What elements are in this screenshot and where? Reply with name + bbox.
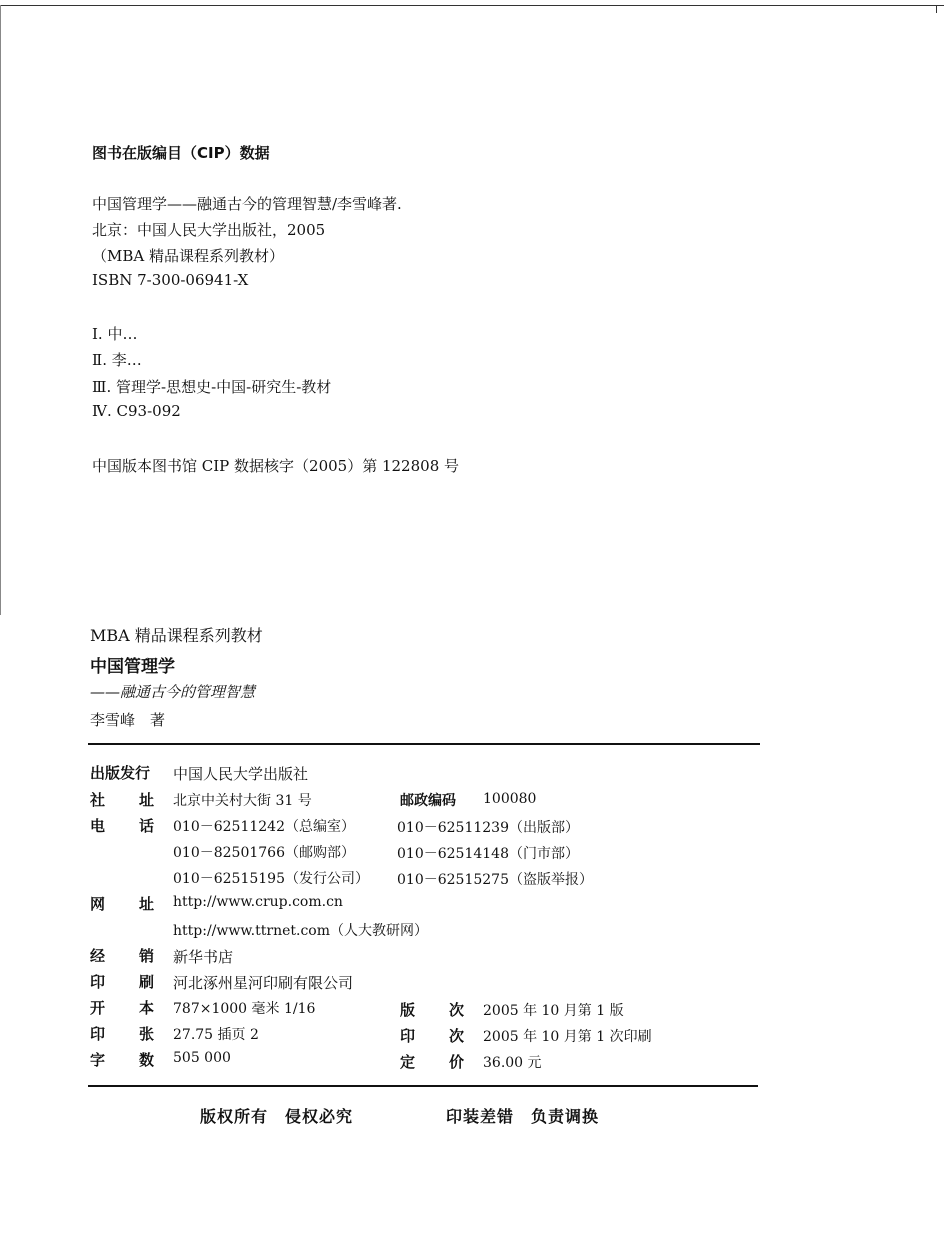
- phone-label-a: 电: [90, 817, 106, 835]
- defect-exchange-notice: 印装差错 负责调换: [446, 1107, 600, 1126]
- cip-title-line: 中国管理学——融通古今的管理智慧/李雪峰著.: [92, 195, 402, 213]
- phone-1: 010－62511242（总编室）: [173, 819, 355, 835]
- cip-class-4: Ⅳ. C93-092: [92, 402, 181, 420]
- publisher-label: 出版发行: [90, 764, 151, 782]
- phone-3: 010－82501766（邮购部）: [173, 845, 355, 861]
- web-label-a: 网: [90, 895, 106, 913]
- postcode-value: 100080: [483, 791, 537, 807]
- cip-class-2: Ⅱ. 李…: [92, 351, 142, 369]
- left-border-line: [0, 5, 1, 615]
- impression-label-a: 印: [400, 1027, 416, 1045]
- sheets-value: 27.75 插页 2: [173, 1027, 259, 1043]
- cip-class-3: Ⅲ. 管理学-思想史-中国-研究生-教材: [92, 378, 332, 396]
- address-value: 北京中关村大街 31 号: [173, 793, 312, 809]
- phone-4: 010－62514148（门市部）: [397, 846, 579, 862]
- words-value: 505 000: [173, 1050, 231, 1066]
- price-value: 36.00 元: [483, 1055, 542, 1071]
- edition-value: 2005 年 10 月第 1 版: [483, 1003, 624, 1019]
- book-author: 李雪峰 著: [90, 711, 166, 729]
- publisher-value: 中国人民大学出版社: [173, 765, 309, 783]
- cip-series-line: （MBA 精品课程系列教材）: [92, 247, 284, 265]
- book-series: MBA 精品课程系列教材: [90, 626, 263, 645]
- phone-5: 010－62515195（发行公司）: [173, 871, 369, 887]
- format-label-a: 开: [90, 999, 106, 1017]
- postcode-label: 邮政编码: [400, 793, 456, 809]
- sheets-label-a: 印: [90, 1025, 106, 1043]
- book-title: 中国管理学: [90, 657, 175, 677]
- printer-label-b: 刷: [139, 973, 155, 991]
- distributor-value: 新华书店: [173, 948, 234, 966]
- distributor-label-a: 经: [90, 947, 106, 965]
- cip-heading: 图书在版编目（CIP）数据: [92, 144, 270, 162]
- cip-class-1: Ⅰ. 中…: [92, 325, 138, 343]
- corner-mark: [936, 5, 937, 13]
- top-border-line: [0, 5, 944, 6]
- impression-value: 2005 年 10 月第 1 次印刷: [483, 1029, 652, 1045]
- price-label-a: 定: [400, 1053, 416, 1071]
- cip-isbn-line: ISBN 7-300-06941-X: [92, 271, 249, 289]
- web-label-b: 址: [139, 895, 155, 913]
- sheets-label-b: 张: [139, 1025, 155, 1043]
- words-label-b: 数: [139, 1051, 155, 1069]
- phone-6: 010－62515275（盗版举报）: [397, 872, 593, 888]
- edition-label-b: 次: [449, 1001, 465, 1019]
- printer-value: 河北涿州星河印刷有限公司: [173, 974, 354, 992]
- edition-label-a: 版: [400, 1001, 416, 1019]
- lower-divider: [88, 1085, 758, 1087]
- cip-verification: 中国版本图书馆 CIP 数据核字（2005）第 122808 号: [92, 457, 460, 475]
- words-label-a: 字: [90, 1051, 106, 1069]
- phone-label-b: 话: [139, 817, 155, 835]
- web-link-crup[interactable]: http://www.crup.com.cn: [173, 894, 343, 910]
- cip-publisher-line: 北京：中国人民大学出版社，2005: [92, 221, 326, 239]
- impression-label-b: 次: [449, 1027, 465, 1045]
- upper-divider: [88, 743, 760, 745]
- book-subtitle: ——融通古今的管理智慧: [90, 683, 256, 701]
- price-label-b: 价: [449, 1053, 465, 1071]
- address-label-b: 址: [139, 791, 155, 809]
- format-value: 787×1000 毫米 1/16: [173, 1001, 316, 1017]
- copyright-notice: 版权所有 侵权必究: [200, 1107, 354, 1126]
- web-link-ttrnet[interactable]: http://www.ttrnet.com（人大教研网）: [173, 923, 428, 939]
- printer-label-a: 印: [90, 973, 106, 991]
- phone-2: 010－62511239（出版部）: [397, 820, 579, 836]
- address-label-a: 社: [90, 791, 106, 809]
- format-label-b: 本: [139, 999, 155, 1017]
- distributor-label-b: 销: [139, 947, 155, 965]
